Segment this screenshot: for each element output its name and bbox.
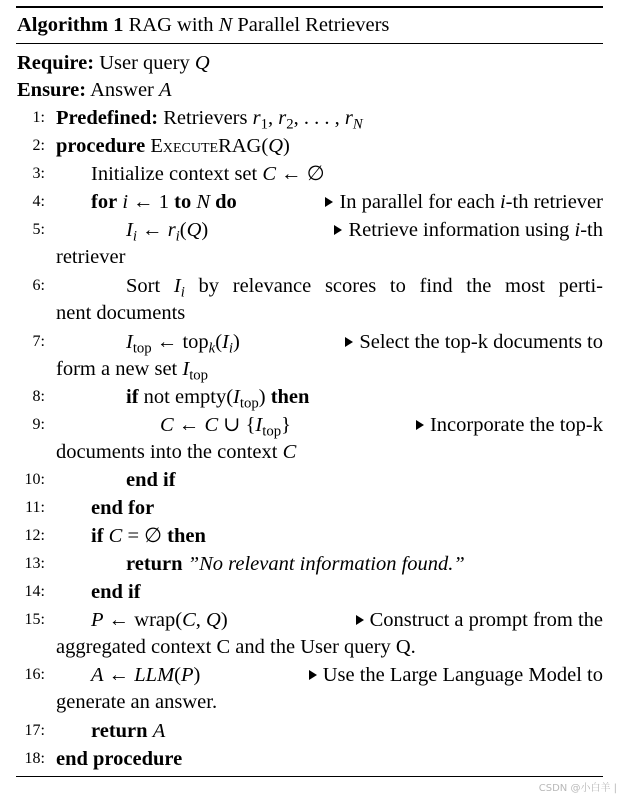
- header-rule: [16, 43, 603, 44]
- require-text: User query: [99, 52, 195, 74]
- line-sort: [126, 272, 603, 300]
- paren: ): [258, 386, 266, 408]
- math-sub: i: [180, 284, 185, 301]
- line-for: [91, 188, 237, 216]
- math-var: Q: [186, 219, 202, 241]
- if-text: not empty(: [143, 386, 234, 408]
- ensure-line: [17, 76, 172, 104]
- line-wrap: P ← wrap(C, Q): [91, 609, 228, 631]
- arrow: ←: [133, 191, 154, 213]
- comment-triangle-icon: [309, 670, 317, 680]
- require-var: Q: [194, 52, 210, 74]
- line-number: 12:: [24, 527, 45, 544]
- llm-fn: LLM: [134, 664, 175, 686]
- math-sub: 1: [260, 116, 268, 133]
- sort-text: Sort: [126, 275, 174, 297]
- empty-set: ∅: [144, 525, 163, 547]
- math-var: I: [182, 358, 190, 380]
- watermark: CSDN @小白羊 |: [538, 783, 617, 794]
- loop-start: 1: [158, 191, 170, 213]
- line-number: 5:: [32, 221, 45, 238]
- math-var: I: [173, 275, 181, 297]
- math-sub: top: [262, 423, 282, 440]
- line-end-if: end if: [126, 469, 176, 491]
- line-number: 18:: [24, 750, 45, 767]
- line-end-if: end if: [91, 581, 141, 603]
- sort-text: by relevance scores to find the most perti-: [184, 275, 603, 297]
- math-var: I: [126, 331, 133, 353]
- ensure-var: A: [159, 79, 172, 101]
- comment-triangle-icon: [325, 197, 333, 207]
- procedure-name: ExecuteRAG: [150, 135, 262, 157]
- comment-triangle-icon: [334, 225, 342, 235]
- comment-text: Retrieve information using: [348, 219, 575, 241]
- line-if-notempty: [126, 383, 309, 411]
- then-keyword: then: [270, 386, 310, 408]
- line-end-procedure: end procedure: [56, 748, 183, 770]
- line-if-empty: [91, 522, 206, 550]
- line-sort-cont: nent documents: [56, 302, 186, 324]
- math-sub: top: [132, 340, 152, 357]
- line-wrap-cont: aggregated context C and the User query Q.: [56, 636, 416, 658]
- comment-text: Use the Large Language Model to: [322, 664, 603, 686]
- algorithm-title: [17, 11, 389, 39]
- to-keyword: to: [174, 191, 192, 213]
- math-var: I: [233, 386, 240, 408]
- line-number: 10:: [24, 471, 45, 488]
- comment-union: [416, 411, 603, 439]
- line-number: 16:: [24, 666, 45, 683]
- math-var: r: [344, 107, 353, 129]
- line-number: 6:: [32, 277, 45, 294]
- math-sub: top: [189, 367, 209, 384]
- line-predefined: Predefined: Retrievers $r_1$, $r_2$, . . . , $r_N$: [56, 107, 363, 133]
- cont-text: documents into the context: [56, 441, 283, 463]
- title-post: Parallel Retrievers: [232, 14, 390, 36]
- comment-text: Incorporate the top-k: [429, 414, 603, 436]
- comment-topk: [345, 328, 603, 356]
- math-sub: top: [239, 395, 259, 412]
- arrow: ←: [156, 331, 178, 353]
- line-number: 17:: [24, 722, 45, 739]
- bottom-rule: [16, 776, 603, 777]
- math-var: C: [108, 525, 123, 547]
- line-procedure: procedure ExecuteRAG(Q): [56, 135, 290, 157]
- math-sub: i: [175, 228, 180, 245]
- ensure-text: Answer: [90, 79, 159, 101]
- comment-text: Construct a prompt from the: [369, 609, 603, 631]
- arrow: ←: [281, 163, 302, 185]
- return-keyword: return: [126, 553, 183, 575]
- empty-set: ∅: [306, 163, 325, 185]
- cont-text: form a new set: [56, 358, 183, 380]
- line-number: 13:: [24, 555, 45, 572]
- math-var: i: [122, 191, 129, 213]
- comment-text: Select the top-k documents to: [359, 331, 603, 353]
- math-var: i: [499, 191, 506, 213]
- math-var: I: [126, 219, 133, 241]
- equals: =: [127, 525, 140, 547]
- arrow: ←: [178, 414, 200, 436]
- arrow: ←: [108, 664, 130, 686]
- then-keyword: then: [167, 525, 206, 547]
- line-llm: A ← LLM(P): [91, 664, 201, 686]
- if-keyword: if: [91, 525, 104, 547]
- math-var: Q: [206, 609, 221, 631]
- line-union-cont: [56, 438, 296, 466]
- wrap-fn: wrap(: [134, 609, 183, 631]
- comment-parallel: [325, 188, 603, 216]
- line-number: 8:: [32, 388, 45, 405]
- ensure-keyword: Ensure:: [17, 79, 87, 101]
- math-var: P: [181, 664, 194, 686]
- topk-fn: top: [182, 331, 209, 353]
- line-init: [91, 160, 325, 188]
- math-var: I: [222, 331, 229, 353]
- line-llm-cont: generate an answer.: [56, 691, 218, 713]
- title-pre: RAG with: [128, 14, 219, 36]
- line-number: 15:: [24, 611, 45, 628]
- init-text: Initialize context set: [91, 163, 263, 185]
- line-number: 1:: [32, 109, 45, 126]
- line-return-none: [126, 550, 465, 578]
- comment-triangle-icon: [345, 337, 353, 347]
- math-var: C: [160, 414, 174, 436]
- math-var: i: [574, 219, 581, 241]
- math-var: C: [182, 609, 196, 631]
- math-sub: 2: [286, 116, 294, 133]
- comment-wrap: [356, 606, 603, 634]
- return-keyword: return: [91, 720, 148, 742]
- union-symbol: ∪: [223, 414, 241, 436]
- math-sub: i: [228, 340, 233, 357]
- procedure-keyword: procedure: [56, 135, 146, 157]
- math-sub: i: [132, 228, 137, 245]
- math-var: N: [196, 191, 211, 213]
- math-var: r: [278, 107, 287, 129]
- arrow: ←: [142, 219, 163, 241]
- comment-text: In parallel for each: [339, 191, 500, 213]
- algorithm-label: Algorithm 1: [17, 14, 124, 36]
- line-number: 2:: [32, 137, 45, 154]
- math-var: A: [91, 664, 104, 686]
- comment-llm: [309, 661, 603, 689]
- math-sub: N: [352, 116, 363, 133]
- comment-triangle-icon: [356, 615, 364, 625]
- title-var: N: [218, 14, 233, 36]
- math-var: C: [204, 414, 219, 436]
- line-return-answer: [91, 717, 165, 745]
- line-number: 9:: [32, 416, 45, 433]
- math-var: r: [252, 107, 261, 129]
- line-topk: $I_{top}$ ← $top_k(I_i)$: [126, 331, 240, 357]
- math-var: A: [152, 720, 166, 742]
- line-number: 4:: [32, 193, 45, 210]
- require-line: [17, 49, 210, 77]
- for-keyword: for: [91, 191, 118, 213]
- predefined-text: Retrievers: [163, 107, 253, 129]
- if-keyword: if: [126, 386, 139, 408]
- do-keyword: do: [215, 191, 237, 213]
- comment-retrieve: [334, 216, 603, 244]
- arrow: ←: [108, 609, 130, 631]
- line-topk-cont: [56, 355, 208, 383]
- require-keyword: Require:: [17, 52, 95, 74]
- return-text: ”No relevant information found.”: [187, 553, 465, 575]
- line-retrieve-cont: retriever: [56, 246, 126, 268]
- line-union: C ← C ∪ $\{I_{top}\}$: [160, 414, 291, 440]
- line-number: 14:: [24, 583, 45, 600]
- line-end-for: end for: [91, 497, 155, 519]
- comment-text: -th retriever: [505, 191, 603, 213]
- line-retrieve: $I_i$ ← $r_i(Q)$: [126, 219, 209, 245]
- math-var: I: [255, 414, 263, 436]
- predefined-keyword: Predefined:: [56, 107, 159, 129]
- math-var: Q: [268, 135, 284, 157]
- comment-text: -th: [580, 219, 603, 241]
- math-var: P: [91, 609, 104, 631]
- paren: ): [220, 609, 228, 631]
- math-var: C: [282, 441, 297, 463]
- line-number: 3:: [32, 165, 45, 182]
- math-var: C: [262, 163, 277, 185]
- top-rule: [16, 6, 603, 8]
- math-sub: k: [208, 340, 216, 357]
- math-var: r: [167, 219, 176, 241]
- line-number: 11:: [25, 499, 45, 516]
- line-number: 7:: [32, 333, 45, 350]
- comment-triangle-icon: [416, 420, 424, 430]
